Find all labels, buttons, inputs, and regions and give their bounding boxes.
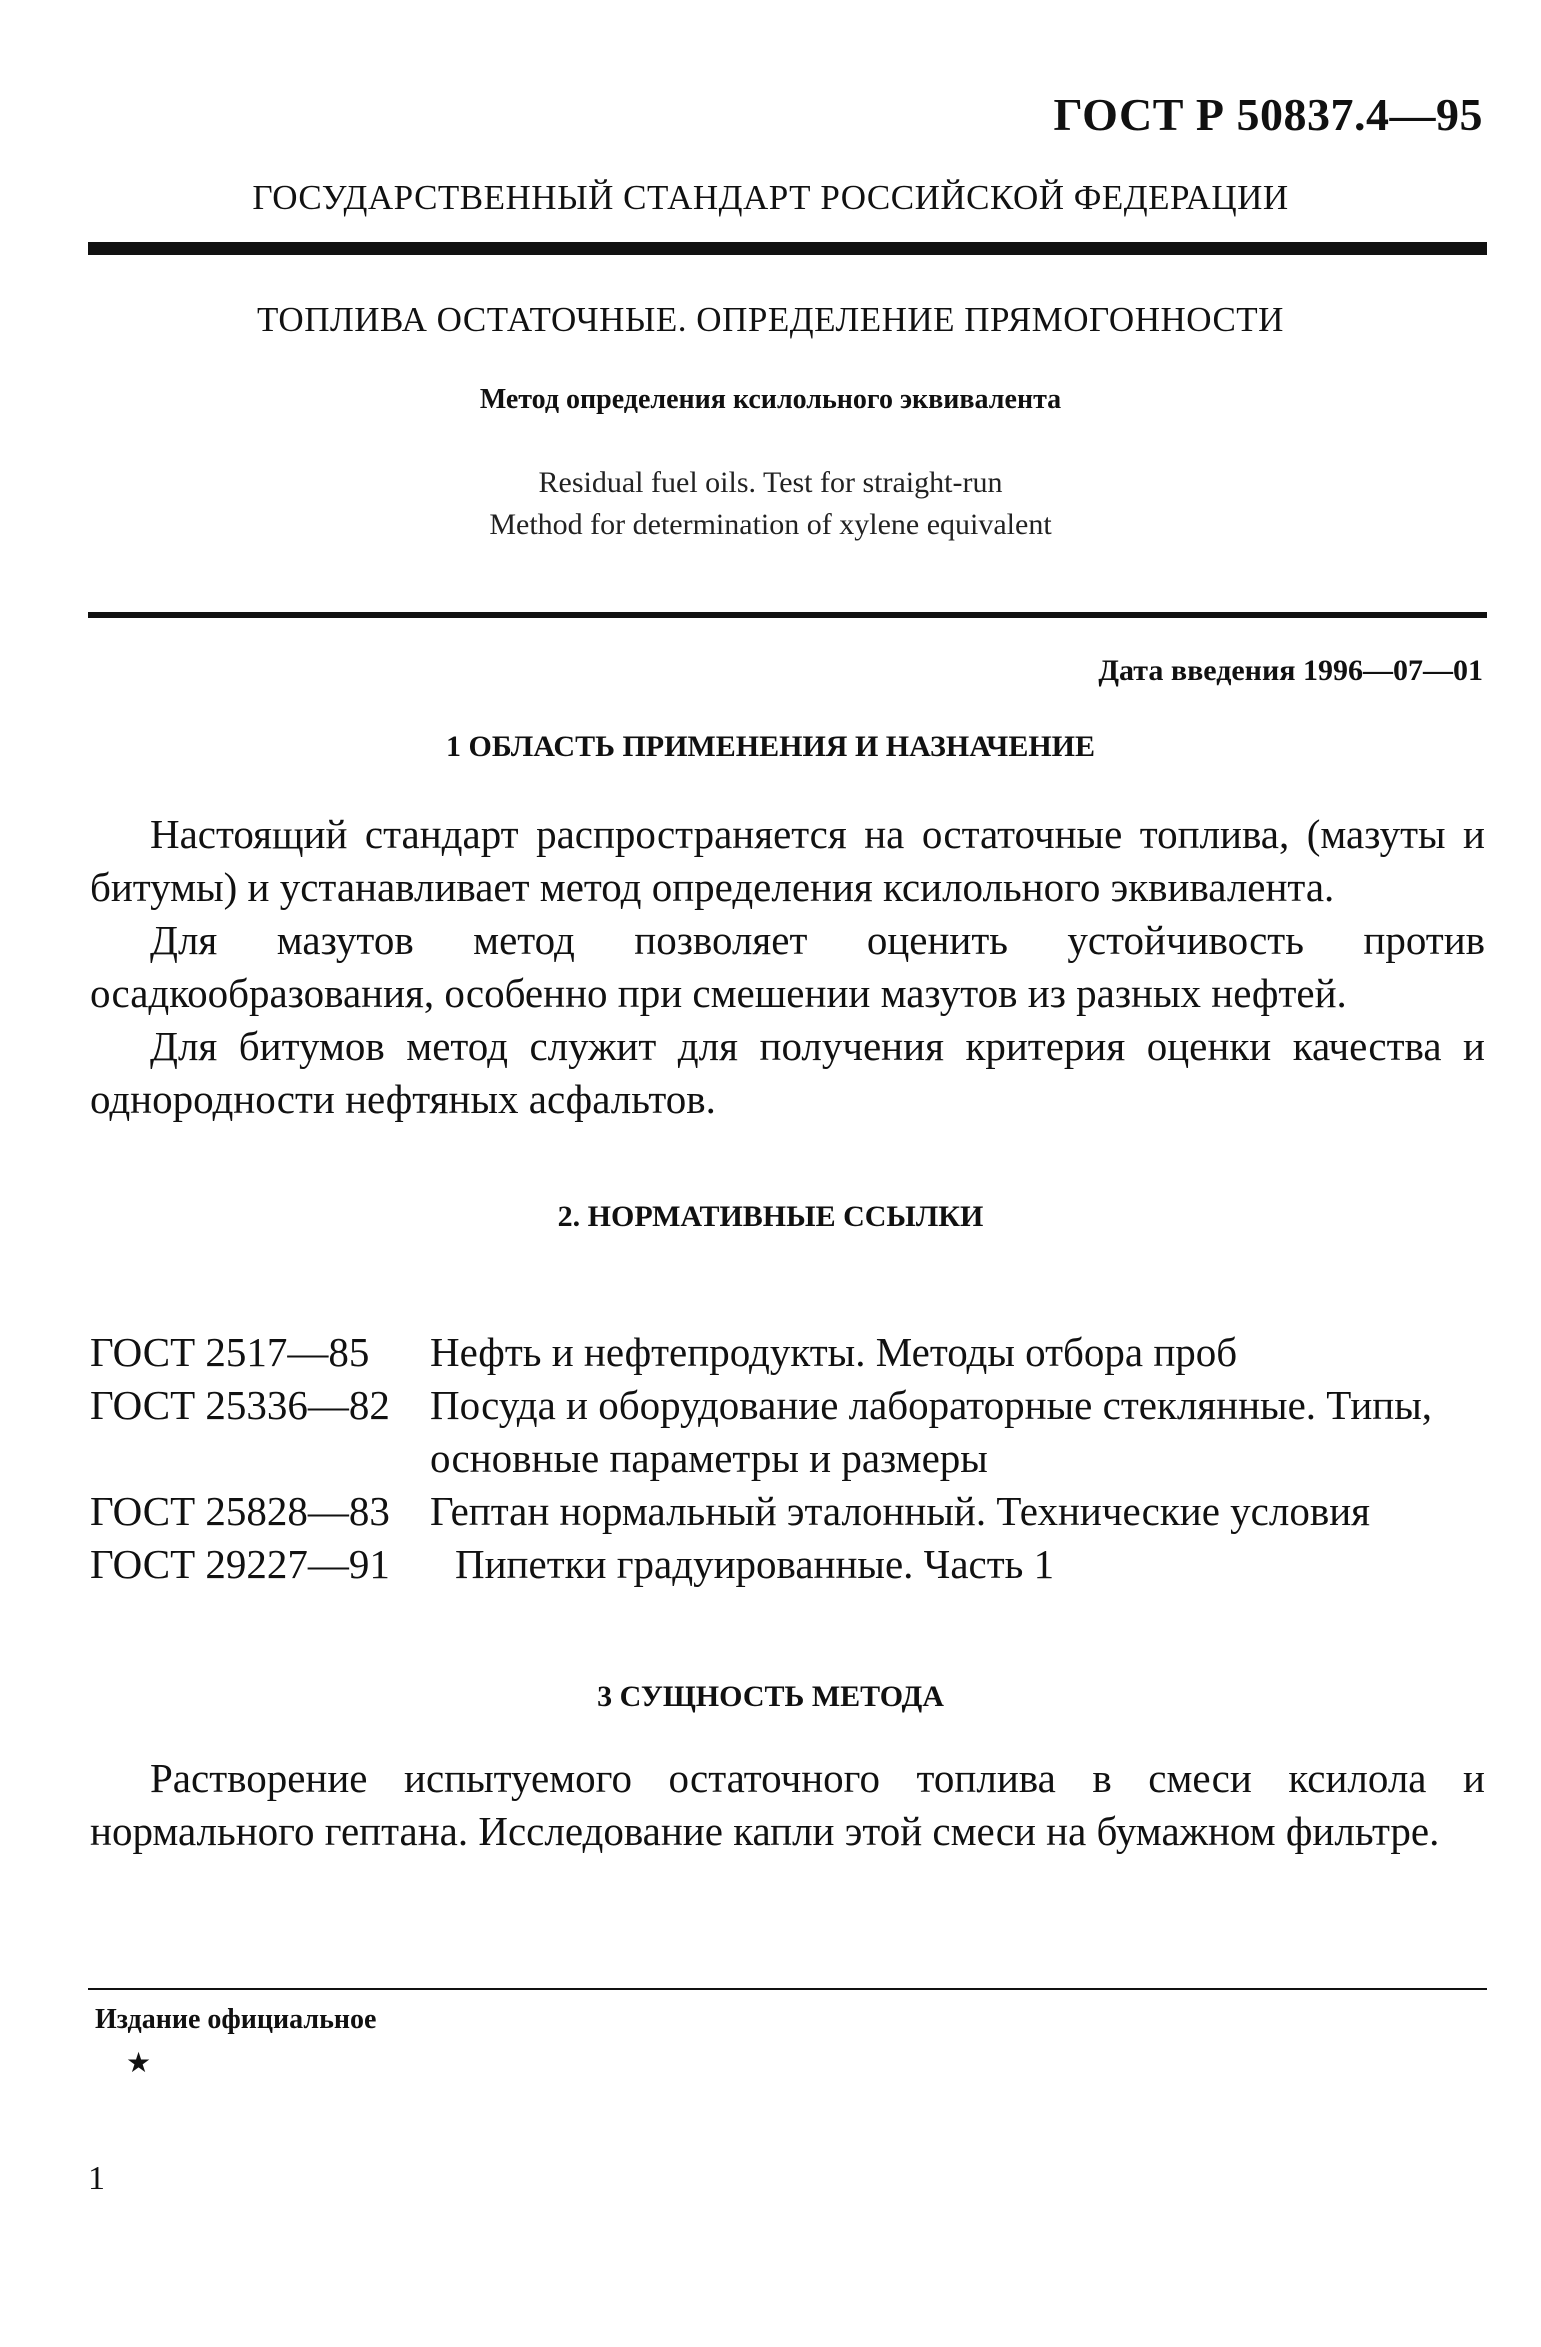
reference-code: ГОСТ 29227—91: [90, 1541, 390, 1587]
section-2-heading: 2. НОРМАТИВНЫЕ ССЫЛКИ: [557, 1200, 984, 1233]
document-number: ГОСТ Р 50837.4—95: [1053, 89, 1483, 140]
section-1-heading: 1 ОБЛАСТЬ ПРИМЕНЕНИЯ И НАЗНАЧЕНИЕ: [445, 730, 1096, 763]
title-divider: [88, 612, 1487, 618]
reference-title: Гептан нормальный эталонный. Технические условия: [430, 1488, 1370, 1534]
page-number: 1: [88, 2160, 105, 2197]
reference-row: [90, 1379, 1490, 1485]
reference-title: Пипетки градуированные. Часть 1: [455, 1541, 1055, 1587]
star-icon: ★: [126, 2048, 152, 2079]
reference-code: ГОСТ 2517—85: [90, 1329, 370, 1375]
section-1-paragraph: Настоящий стандарт распространяется на остаточные топлива, (мазуты и битумы) и устанавливает метод определения ксилольного эквивалента.: [90, 811, 1485, 910]
reference-row: [90, 1485, 1490, 1538]
section-1-paragraph: Для битумов метод служит для получения критерия оценки качества и однородности нефтяных асфальтов.: [90, 1023, 1485, 1122]
state-standard-heading: ГОСУДАРСТВЕННЫЙ СТАНДАРТ РОССИЙСКОЙ ФЕДЕРАЦИИ: [252, 178, 1289, 217]
introduction-date: Дата введения 1996—07—01: [1098, 654, 1483, 687]
section-1-paragraph: Для мазутов метод позволяет оценить устойчивость против осадкообразования, особенно при смешении мазутов из разных нефтей.: [90, 917, 1485, 1016]
reference-row: [90, 1538, 1490, 1591]
reference-row: [90, 1326, 1490, 1379]
reference-code: ГОСТ 25336—82: [90, 1382, 390, 1428]
top-divider: [88, 242, 1487, 255]
reference-title: Нефть и нефтепродукты. Методы отбора проб: [430, 1329, 1238, 1375]
section-1-body: [90, 808, 1485, 1126]
section-3-body: [90, 1752, 1485, 1858]
english-title-line-2: Method for determination of xylene equivalent: [489, 508, 1052, 541]
document-title: ТОПЛИВА ОСТАТОЧНЫЕ. ОПРЕДЕЛЕНИЕ ПРЯМОГОННОСТИ: [257, 300, 1284, 339]
section-3-paragraph: Растворение испытуемого остаточного топлива в смеси ксилола и нормального гептана. Исследование капли этой смеси на бумажном фильтре.: [90, 1755, 1485, 1854]
reference-title: Посуда и оборудование лабораторные стеклянные. Типы, основные параметры и размеры: [430, 1382, 1432, 1481]
reference-code: ГОСТ 25828—83: [90, 1488, 390, 1534]
footer-divider: [88, 1988, 1487, 1990]
section-3-heading: 3 СУЩНОСТЬ МЕТОДА: [597, 1680, 944, 1713]
references-list: [90, 1326, 1490, 1591]
official-edition-label: Издание официальное: [95, 2004, 377, 2035]
english-title-line-1: Residual fuel oils. Test for straight-run: [538, 466, 1003, 499]
document-subtitle: Метод определения ксилольного эквивалента: [479, 384, 1062, 415]
